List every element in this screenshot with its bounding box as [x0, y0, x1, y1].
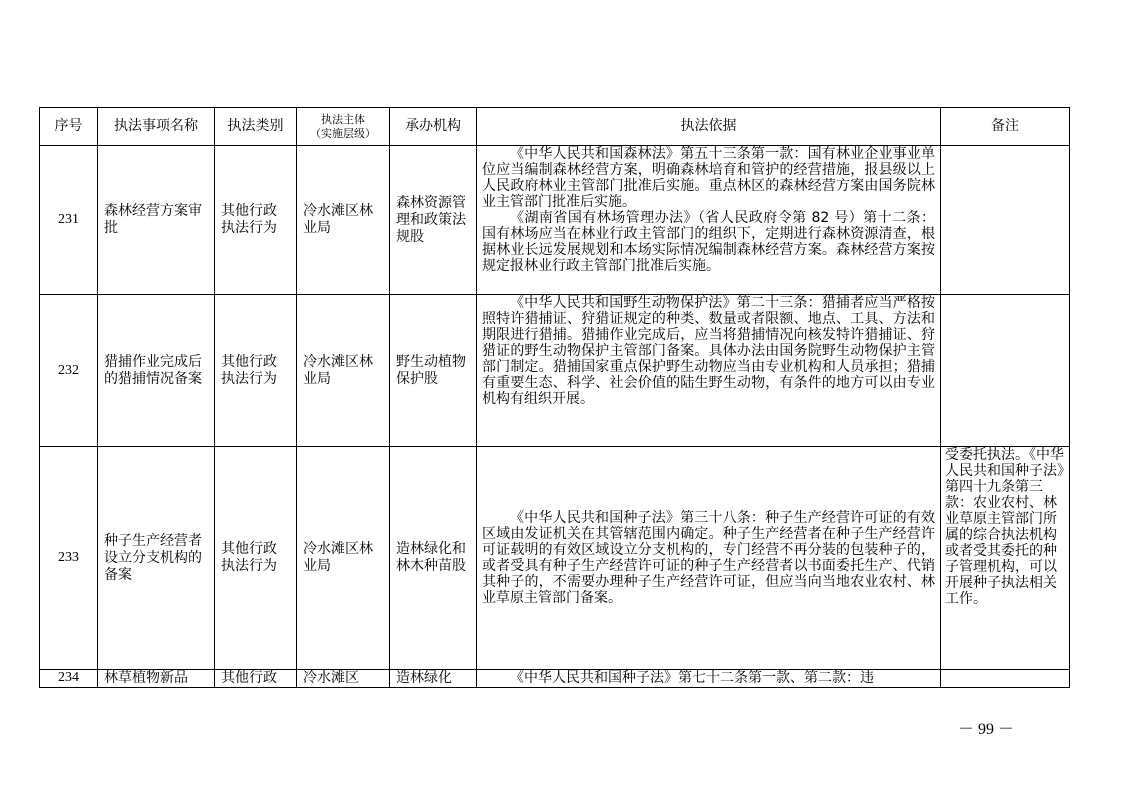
row-note: 受委托执法。《中华人民共和国种子法》第四十九条第三款：农业农村、林业草原主管部门所属的综合执法机构或者受其委托的种子管理机构，可以开展种子执法相关工作。 [941, 447, 1070, 670]
header-subject-line1: 执法主体 [321, 112, 365, 126]
row-basis [477, 447, 941, 670]
row-subject: 冷水滩区林业局 [297, 447, 390, 670]
row-basis [477, 670, 941, 688]
table-row [40, 146, 1070, 295]
row-category: 其他行政执法行为 [215, 146, 297, 295]
header-name: 执法事项名称 [98, 108, 215, 146]
row-basis [477, 295, 941, 447]
header-row [40, 108, 1070, 146]
enforcement-items-table [39, 107, 1070, 688]
table-row [40, 295, 1070, 447]
basis-paragraph: 《中华人民共和国种子法》第三十八条：种子生产经营许可证的有效区域由发证机关在其管辖范围内确定。种子生产经营者在种子生产经营许可证载明的有效区域设立分支机构的，专门经营不再分装的包装种子的，或者受具有种子生产经营许可证的种子生产经营者以书面委托生产、代销其种子的，不需要办理种子生产经营许可证，但应当向当地农业农村、林业草原主管部门备案。 [482, 510, 935, 606]
row-subject: 冷水滩区林业局 [297, 295, 390, 447]
row-note [941, 146, 1070, 295]
header-subject-line2: （实施层级） [310, 126, 376, 140]
row-org: 野生动植物保护股 [390, 295, 477, 447]
header-org: 承办机构 [390, 108, 477, 146]
row-note [941, 295, 1070, 447]
row-name: 林草植物新品 [98, 670, 215, 688]
row-category: 其他行政 [215, 670, 297, 688]
row-org: 森林资源管理和政策法规股 [390, 146, 477, 295]
header-subject [297, 108, 390, 146]
row-seq: 234 [40, 670, 98, 688]
row-name: 猎捕作业完成后的猎捕情况备案 [98, 295, 215, 447]
row-org: 造林绿化和林木种苗股 [390, 447, 477, 670]
basis-paragraph: 《湖南省国有林场管理办法》（省人民政府令第 82 号）第十二条：国有林场应当在林业行政主管部门的组织下，定期进行森林资源清查，根据林业长远发展规划和本场实际情况编制森林经营方案。森林经营方案按规定报林业行政主管部门批准后实施。 [482, 210, 935, 274]
header-basis: 执法依据 [477, 108, 941, 146]
table-row [40, 447, 1070, 670]
row-seq: 233 [40, 447, 98, 670]
table-row [40, 670, 1070, 688]
header-note: 备注 [941, 108, 1070, 146]
row-subject: 冷水滩区林业局 [297, 146, 390, 295]
header-category: 执法类别 [215, 108, 297, 146]
row-basis [477, 146, 941, 295]
header-seq: 序号 [40, 108, 98, 146]
row-category: 其他行政执法行为 [215, 295, 297, 447]
row-name: 种子生产经营者设立分支机构的备案 [98, 447, 215, 670]
basis-paragraph: 《中华人民共和国野生动物保护法》第二十三条：猎捕者应当严格按照特许猎捕证、狩猎证规定的种类、数量或者限额、地点、工具、方法和期限进行猎捕。猎捕作业完成后，应当将猎捕情况向核发特许猎捕证、狩猎证的野生动物保护主管部门备案。具体办法由国务院野生动物保护主管部门制定。猎捕国家重点保护野生动物应当由专业机构和人员承担；猎捕有重要生态、科学、社会价值的陆生野生动物，有条件的地方可以由专业机构有组织开展。 [482, 295, 935, 407]
row-category: 其他行政执法行为 [215, 447, 297, 670]
row-name: 森林经营方案审批 [98, 146, 215, 295]
row-subject: 冷水滩区 [297, 670, 390, 688]
row-note [941, 670, 1070, 688]
row-seq: 232 [40, 295, 98, 447]
basis-paragraph: 《中华人民共和国种子法》第七十二条第一款、第二款：违 [510, 670, 874, 686]
page-number: － 99 － [958, 721, 1015, 738]
basis-paragraph: 《中华人民共和国森林法》第五十三条第一款：国有林业企业事业单位应当编制森林经营方案，明确森林培育和管护的经营措施，报县级以上人民政府林业主管部门批准后实施。重点林区的森林经营方案由国务院林业主管部门批准后实施。 [482, 146, 935, 210]
row-org: 造林绿化 [390, 670, 477, 688]
row-seq: 231 [40, 146, 98, 295]
